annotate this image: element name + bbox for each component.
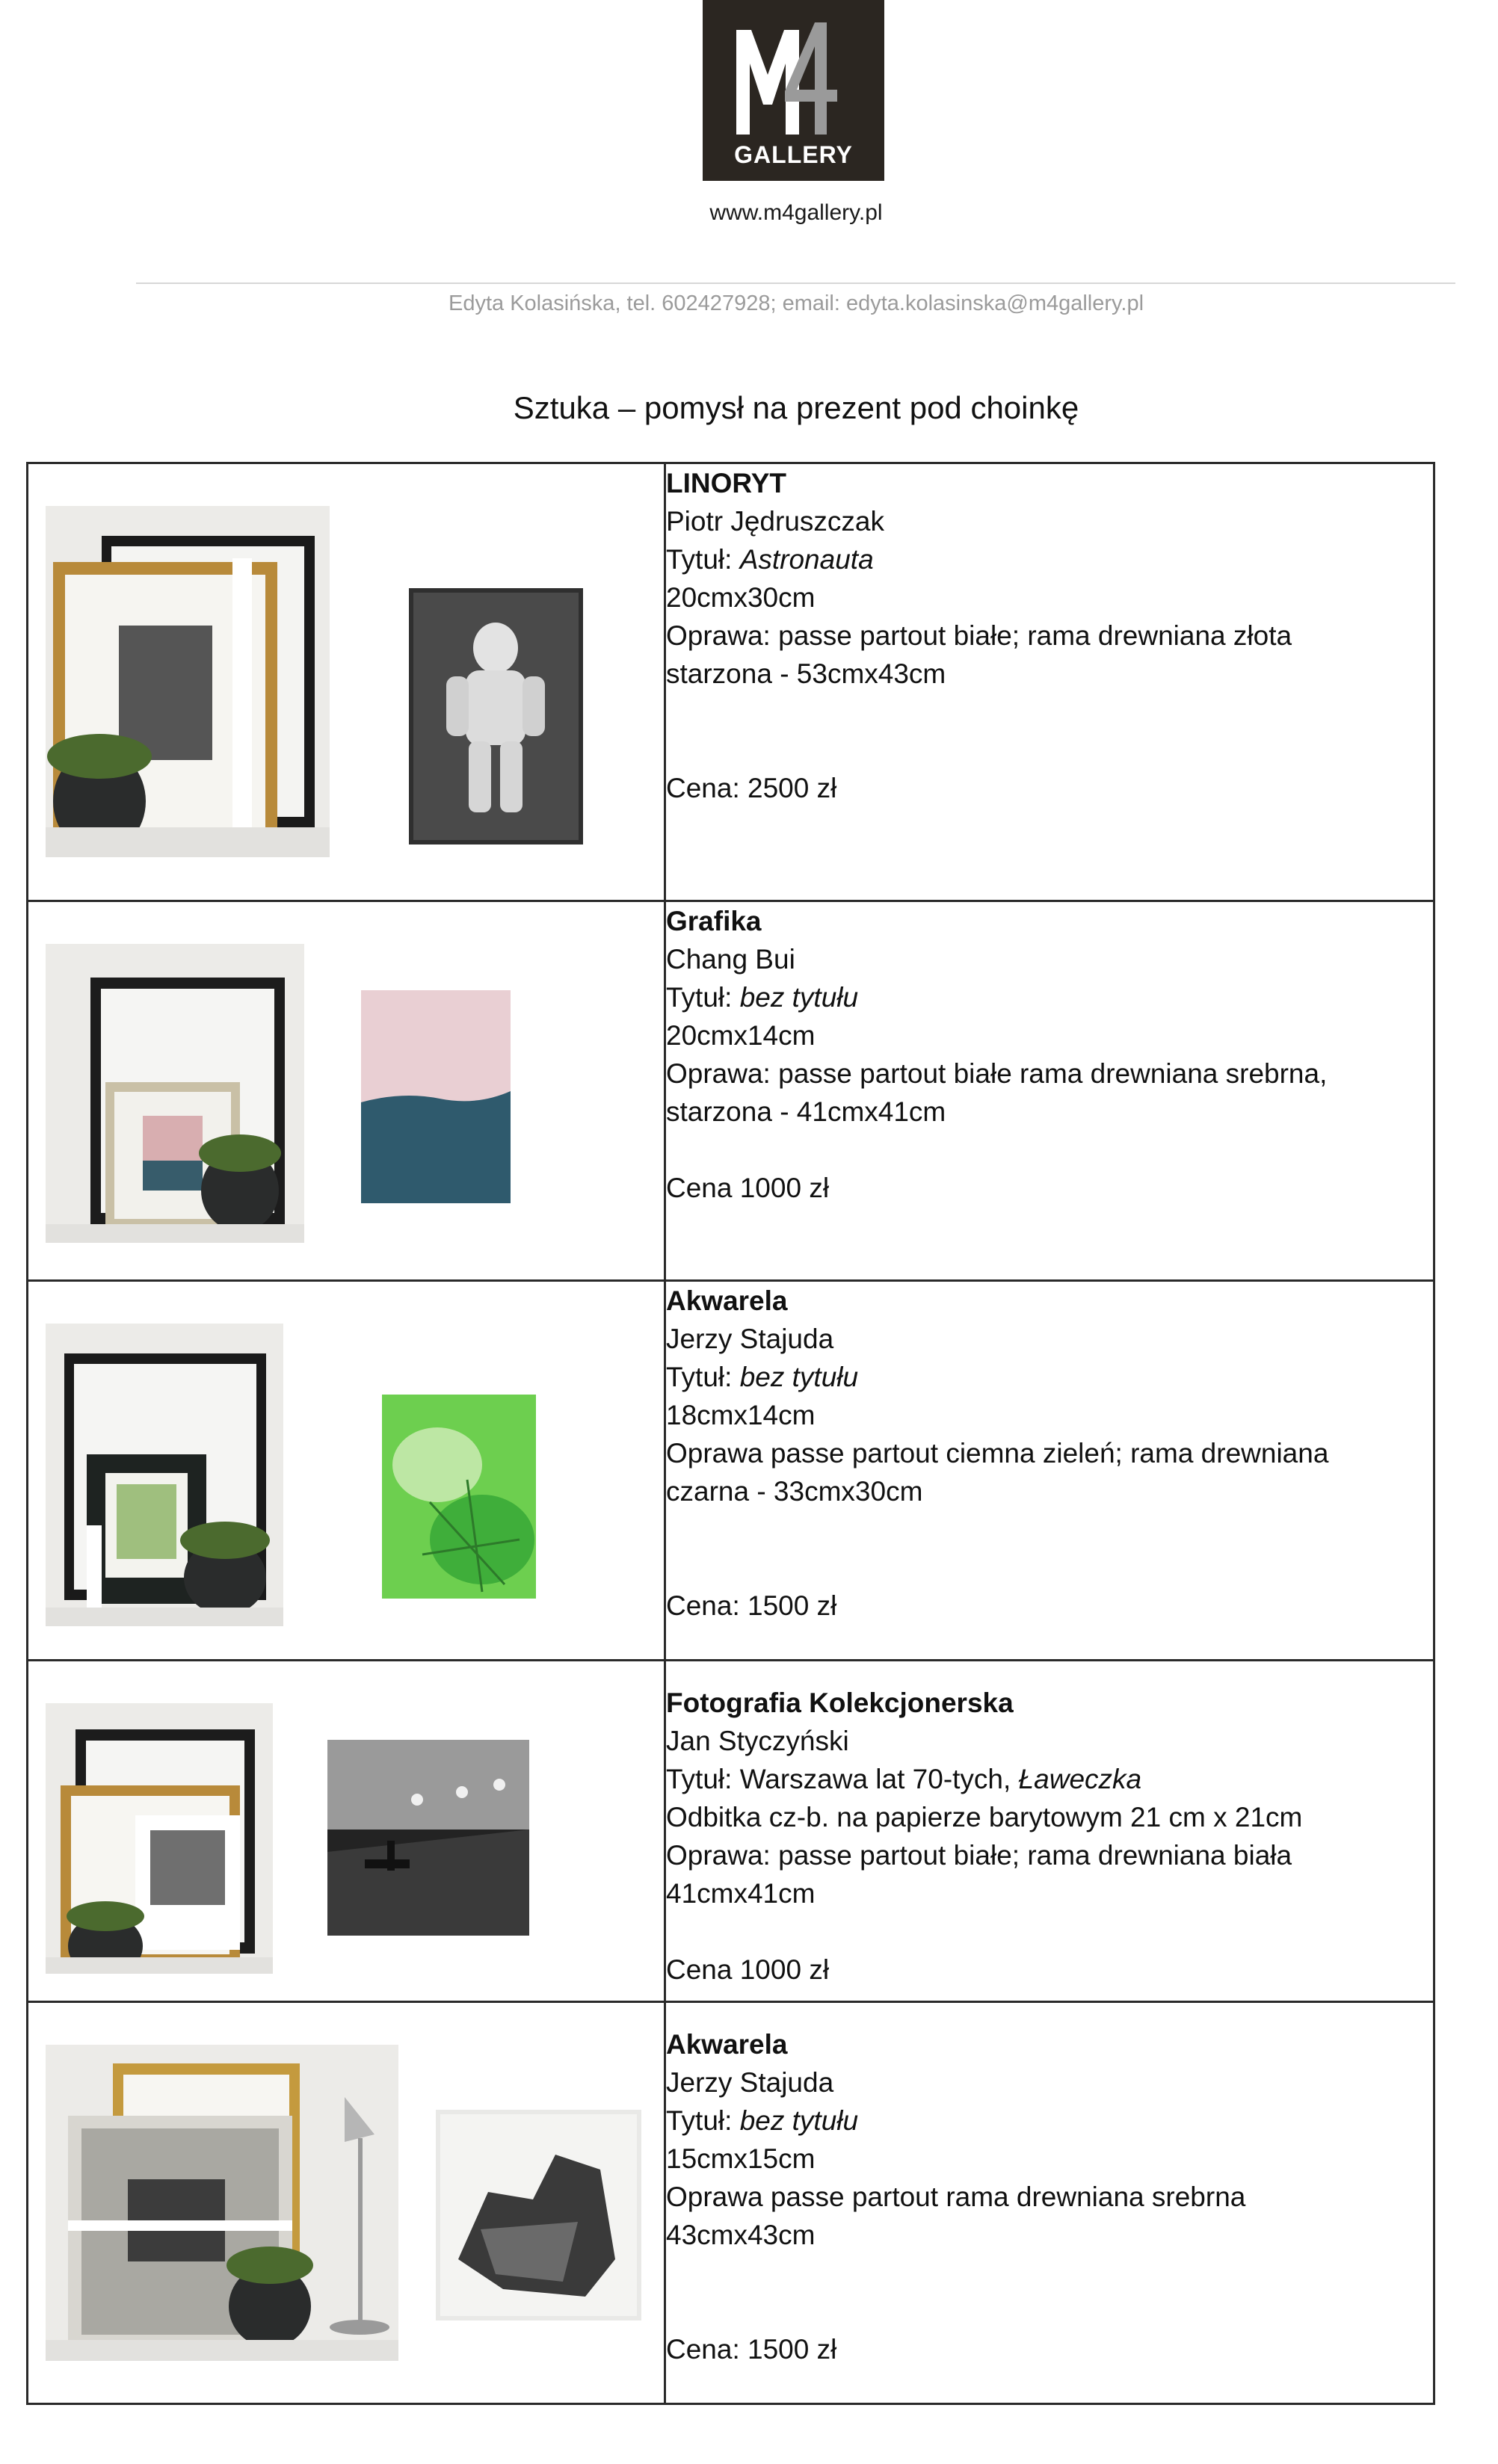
framed-artwork-photo — [46, 944, 304, 1243]
artwork-title: Tytuł: bez tytułu — [666, 982, 859, 1013]
artwork-size: 15cmx15cm — [666, 2143, 816, 2174]
artwork-images — [28, 901, 665, 1281]
artwork-title: Tytuł: Warszawa lat 70-tych, Ławeczka — [666, 1764, 1142, 1794]
artwork-size: 18cmx14cm — [666, 1400, 816, 1430]
artwork-images — [28, 2002, 665, 2404]
artwork-frame-cont: 43cmx43cm — [666, 2220, 816, 2250]
artwork-watercolor-image — [377, 1390, 540, 1603]
artwork-artist: Chang Bui — [666, 944, 795, 975]
artwork-type: LINORYT — [666, 468, 787, 498]
artwork-type: Akwarela — [666, 1285, 788, 1316]
artwork-frame-cont: starzona - 53cmx43cm — [666, 658, 946, 689]
artwork-details — [665, 2002, 1434, 2404]
artwork-type: Akwarela — [666, 2029, 788, 2060]
artwork-details — [665, 1661, 1434, 2002]
artwork-artist: Jerzy Stajuda — [666, 1324, 834, 1354]
framed-artwork-photo — [46, 1324, 283, 1626]
artwork-size: 20cmx14cm — [666, 1020, 816, 1051]
contact-line: Edyta Kolasińska, tel. 602427928; email: edyta.kolasinska@m4gallery.pl — [448, 291, 1144, 315]
header-divider — [136, 282, 1455, 284]
artwork-price: Cena 1000 zł — [666, 1173, 830, 1203]
artwork-details — [665, 463, 1434, 901]
artwork-row — [28, 1281, 1434, 1661]
artwork-title: Tytuł: bez tytułu — [666, 1362, 859, 1392]
page-title: Sztuka – pomysł na prezent pod choinkę — [513, 390, 1079, 425]
artwork-size: 20cmx30cm — [666, 582, 816, 613]
artwork-frame: Oprawa: passe partout białe; rama drewniana złota — [666, 620, 1292, 651]
artwork-frame: Oprawa: passe partout białe; rama drewniana biała — [666, 1840, 1292, 1871]
artwork-price: Cena 1000 zł — [666, 1954, 830, 1985]
gallery-logo — [703, 0, 884, 181]
artwork-details — [665, 901, 1434, 1281]
artwork-artist: Jan Styczyński — [666, 1726, 849, 1756]
artwork-print-image — [357, 986, 514, 1207]
artwork-type: Fotografia Kolekcjonerska — [666, 1688, 1014, 1718]
artwork-artist: Jerzy Stajuda — [666, 2067, 834, 2098]
artwork-frame: Oprawa passe partout ciemna zieleń; rama drewniana — [666, 1438, 1329, 1469]
artwork-row — [28, 1661, 1434, 2002]
artwork-images — [28, 1281, 665, 1661]
framed-artwork-photo — [46, 1703, 273, 1974]
artwork-print-image — [409, 588, 583, 845]
artwork-row — [28, 463, 1434, 901]
artwork-row — [28, 2002, 1434, 2404]
artwork-price: Cena: 1500 zł — [666, 2334, 837, 2365]
artwork-frame-cont: czarna - 33cmx30cm — [666, 1476, 923, 1507]
artwork-images — [28, 463, 665, 901]
artwork-artist: Piotr Jędruszczak — [666, 506, 884, 537]
artwork-title: Tytuł: Astronauta — [666, 544, 874, 575]
artwork-frame: Oprawa passe partout rama drewniana srebrna — [666, 2182, 1246, 2212]
artwork-frame-cont: starzona - 41cmx41cm — [666, 1096, 946, 1127]
artwork-row — [28, 901, 1434, 1281]
framed-artwork-photo — [46, 2045, 398, 2361]
artworks-table — [26, 462, 1435, 2405]
artwork-frame: Oprawa: passe partout białe rama drewniana srebrna, — [666, 1058, 1328, 1089]
artwork-price: Cena: 2500 zł — [666, 773, 837, 803]
logo-wordmark: GALLERY — [734, 141, 853, 168]
framed-artwork-photo — [46, 506, 330, 857]
artwork-frame-cont: 41cmx41cm — [666, 1878, 816, 1909]
artwork-title: Tytuł: bez tytułu — [666, 2105, 859, 2136]
artwork-details — [665, 1281, 1434, 1661]
artwork-price: Cena: 1500 zł — [666, 1590, 837, 1621]
artwork-photo-bench — [327, 1740, 529, 1936]
artwork-ink-drawing-image — [436, 2110, 641, 2321]
artwork-size: Odbitka cz-b. na papierze barytowym 21 cm x 21cm — [666, 1802, 1303, 1832]
website-link[interactable]: www.m4gallery.pl — [709, 200, 883, 225]
artwork-type: Grafika — [666, 906, 762, 936]
artwork-images — [28, 1661, 665, 2002]
